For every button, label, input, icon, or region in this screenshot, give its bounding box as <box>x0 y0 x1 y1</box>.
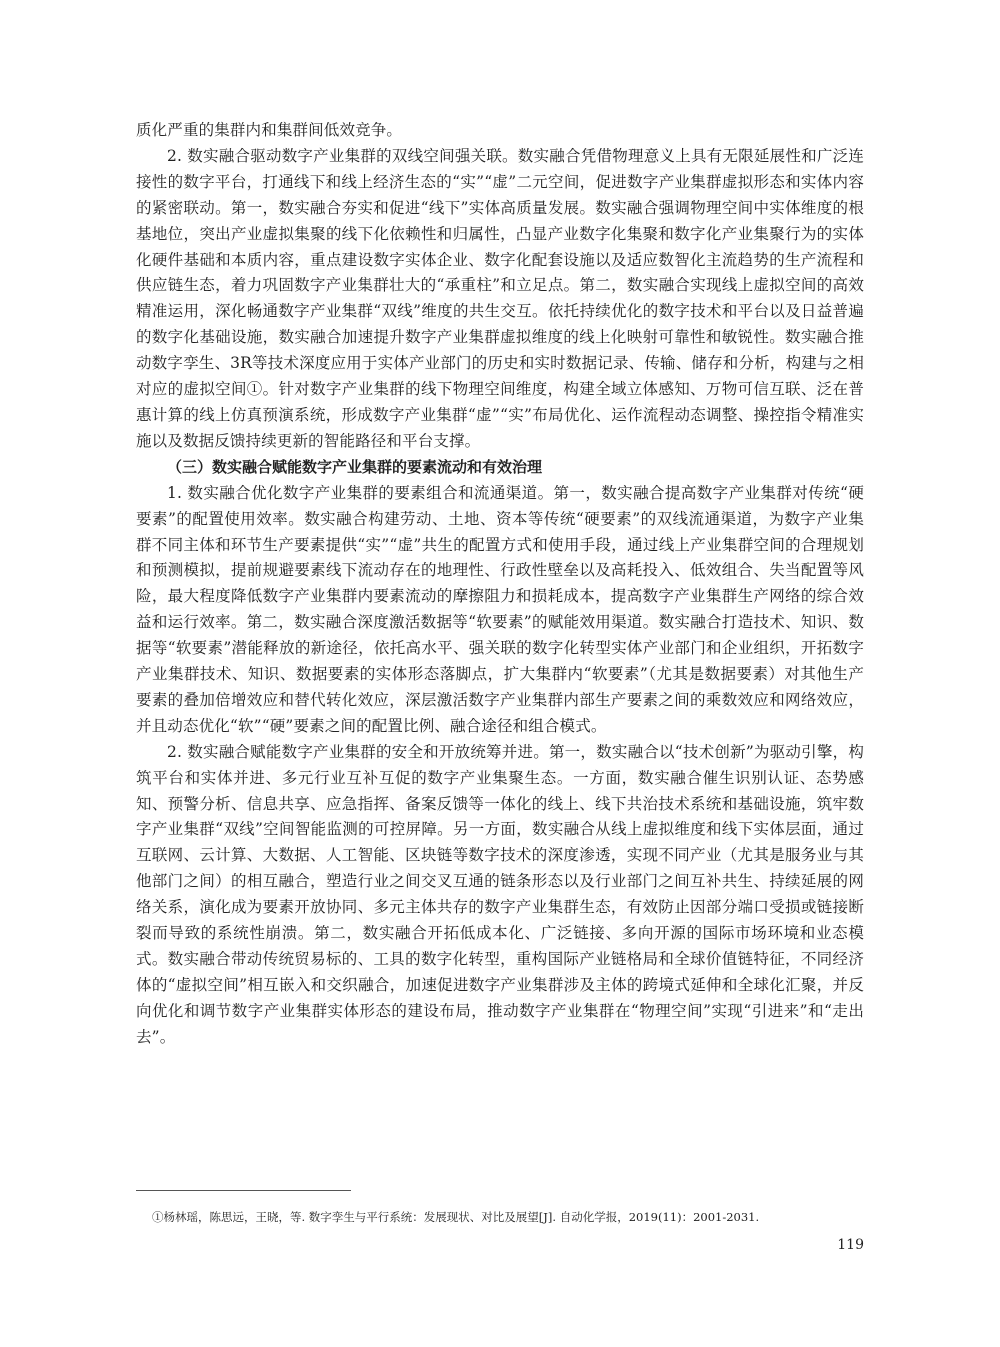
page-number: 119 <box>837 1237 864 1253</box>
footnote: ①杨林瑶，陈思远，王晓，等. 数字孪生与平行系统：发展现状、对比及展望[J]. 自动化学报，2019(11)：2001-2031. <box>152 1210 760 1224</box>
body-text <box>136 118 864 1051</box>
section-heading: （三）数实融合赋能数字产业集群的要素流动和有效治理 <box>167 457 543 476</box>
paragraph-security-openness: 2. 数实融合赋能数字产业集群的安全和开放统筹并进。第一，数实融合以“技术创新”为驱动引擎，构筑平台和实体并进、多元行业互补互促的数字产业集聚生态。一方面，数实融合催生识别认证、态势感知、预警分析、信息共享、应急指挥、备案反馈等一体化的线上、线下共治技术系统和基础设施，筑牢数字产业集群“双线”空间智能监测的可控屏障。另一方面，数实融合从线上虚拟维度和线下实体层面，通过互联网、云计算、大数据、人工智能、区块链等数字技术的深度渗透，实现不同产业（尤其是服务业与其他部门之间）的相互融合，塑造行业之间交叉互通的链条形态以及行业部门之间互补共生、持续延展的网络关系，演化成为要素开放协同、多元主体共存的数字产业集群生态，有效防止因部分端口受损或链接断裂而导致的系统性崩溃。第二，数实融合开拓低成本化、广泛链接、多向开源的国际市场环境和业态模式。数实融合带动传统贸易标的、工具的数字化转型，重构国际产业链格局和全球价值链特征，不同经济体的“虚拟空间”相互嵌入和交织融合，加速促进数字产业集群涉及主体的跨境式延伸和全球化汇聚，并反向优化和调节数字产业集群实体形态的建设布局，推动数字产业集群在“物理空间”实现“引进来”和“走出去”。 <box>136 742 864 1046</box>
paragraph-factor-combination: 1. 数实融合优化数字产业集群的要素组合和流通渠道。第一，数实融合提高数字产业集群对传统“硬要素”的配置使用效率。数实融合构建劳动、土地、资本等传统“硬要素”的双线流通渠道，为数字产业集群不同主体和环节生产要素提供“实”“虚”共生的配置方式和使用手段，通过线上产业集群空间的合理规划和预测模拟，提前规避要素线下流动存在的地理性、行政性壁垒以及高耗投入、低效组合、失当配置等风险，最大程度降低数字产业集群内要素流动的摩擦阻力和损耗成本，提高数字产业集群生产网络的综合效益和运行效率。第二，数实融合深度激活数据等“软要素”的赋能效用渠道。数实融合打造技术、知识、数据等“软要素”潜能释放的新途径，依托高水平、强关联的数字化转型实体产业部门和企业组织，开拓数字产业集群技术、知识、数据要素的实体形态落脚点，扩大集群内“软要素”（尤其是数据要素）对其他生产要素的叠加倍增效应和替代转化效应，深层激活数字产业集群内部生产要素之间的乘数效应和网络效应，并且动态优化“软”“硬”要素之间的配置比例、融合途径和组合模式。 <box>136 483 864 735</box>
footnote-divider <box>136 1190 351 1191</box>
paragraph-continuation: 质化严重的集群内和集群间低效竞争。 <box>136 121 403 139</box>
paragraph-dual-space: 2. 数实融合驱动数字产业集群的双线空间强关联。数实融合凭借物理意义上具有无限延展性和广泛连接性的数字平台，打通线下和线上经济生态的“实”“虚”二元空间，促进数字产业集群虚拟形态和实体内容的紧密联动。第一，数实融合夯实和促进“线下”实体高质量发展。数实融合强调物理空间中实体维度的根基地位，突出产业虚拟集聚的线下化依赖性和归属性，凸显产业数字化集聚和数字化产业集聚行为的实体化硬件基础和本质内容，重点建设数字实体企业、数字化配套设施以及适应数智化主流趋势的生产流程和供应链生态，着力巩固数字产业集群壮大的“承重柱”和立足点。第二，数实融合实现线上虚拟空间的高效精准运用，深化畅通数字产业集群“双线”维度的共生交互。依托持续优化的数字技术和平台以及日益普遍的数字化基础设施，数实融合加速提升数字产业集群虚拟维度的线上化映射可靠性和敏锐性。数实融合推动数字孪生、3R等技术深度应用于实体产业部门的历史和实时数据记录、传输、储存和分析，构建与之相对应的虚拟空间①。针对数字产业集群的线下物理空间维度，构建全域立体感知、万物可信互联、泛在普惠计算的线上仿真预演系统，形成数字产业集群“虚”“实”布局优化、运作流程动态调整、操控指令精准实施以及数据反馈持续更新的智能路径和平台支撑。 <box>136 146 864 450</box>
